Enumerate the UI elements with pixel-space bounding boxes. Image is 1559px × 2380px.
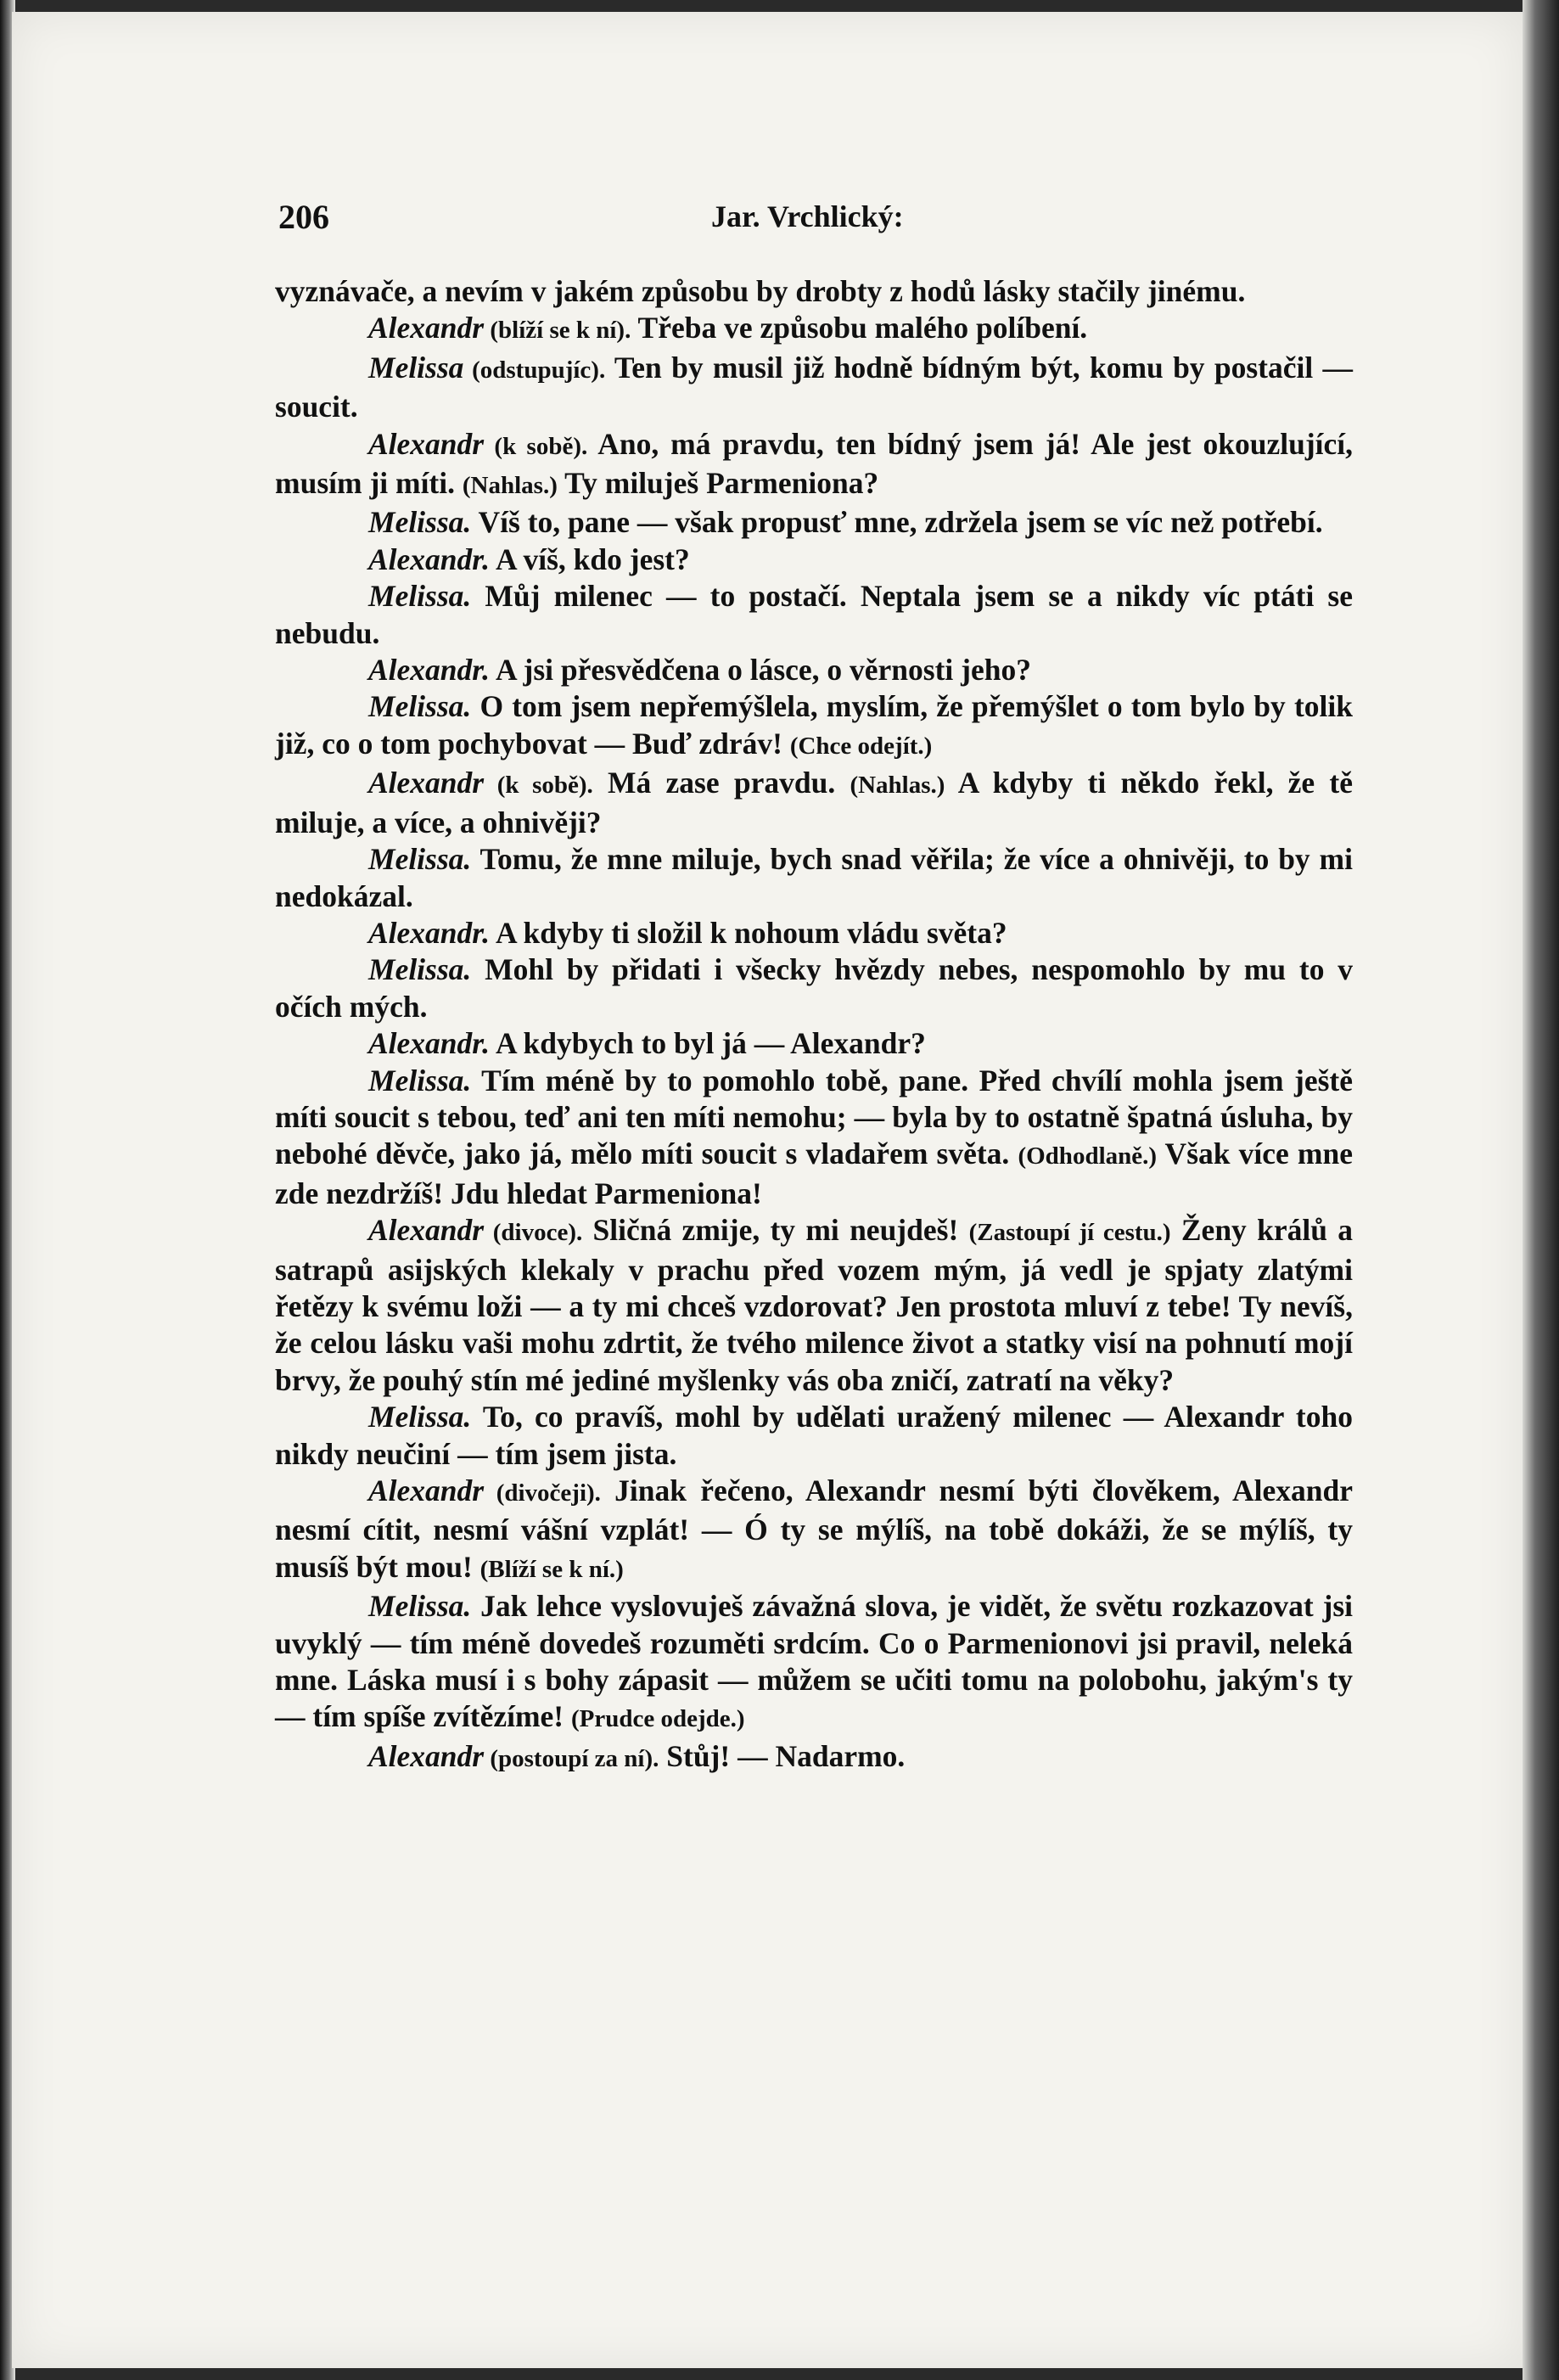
dialogue-paragraph — [275, 1212, 1353, 1399]
dialogue-paragraph — [275, 1473, 1353, 1588]
speaker-name: Alexandr. — [368, 915, 491, 950]
stage-direction: (Blíží se k ní.) — [479, 1555, 624, 1583]
dialogue-paragraph — [275, 578, 1353, 652]
dialogue-paragraph — [275, 1399, 1353, 1473]
speaker-name: Alexandr — [368, 426, 485, 461]
dialogue-paragraph — [275, 504, 1353, 541]
speaker-name: Melissa. — [368, 1400, 472, 1434]
spoken-line: Ty miluješ Parmeniona? — [557, 466, 879, 501]
dialogue-paragraph — [275, 652, 1353, 688]
dialogue-paragraph — [275, 310, 1353, 349]
spoken-line: Tomu, že mne miluje, bych snad věřila; že více a ohnivěji, to by mi nedokázal. — [275, 842, 1353, 913]
speaker-name: Melissa. — [368, 505, 472, 540]
spoken-line: A kdybych to byl já — Alexandr? — [490, 1026, 926, 1061]
stage-direction: (blíží se k ní). — [484, 317, 631, 345]
spoken-line: Ten by musil již hodně bídným být, komu by postačil — soucit. — [275, 350, 1354, 424]
page-edge-shadow-right — [1523, 0, 1559, 2380]
stage-direction: (Odhodlaně.) — [1018, 1142, 1158, 1170]
stage-direction: (k sobě). — [484, 772, 593, 800]
speaker-name: Alexandr. — [368, 542, 491, 576]
spoken-line: Sličná zmije, ty mi neujdeš! — [582, 1213, 969, 1248]
dialogue-paragraph — [275, 542, 1353, 578]
speaker-name: Melissa. — [368, 1589, 472, 1624]
speaker-name: Melissa. — [368, 842, 472, 877]
dialogue-paragraph — [275, 765, 1353, 841]
running-head: Jar. Vrchlický: — [711, 199, 904, 233]
stage-direction: (postoupí za ní). — [484, 1744, 659, 1772]
stage-direction: (Prudce odejde.) — [570, 1705, 745, 1733]
dialogue-paragraph — [275, 1738, 1353, 1777]
speaker-name: Alexandr — [368, 1473, 485, 1507]
speaker-name: Melissa — [368, 350, 464, 385]
spoken-line: Ženy králů a satrapů asijských klekaly v prachu před vozem mým, já vedl je spjaty zlatými řetězy k svému loži — a ty mi chceš vzdorovat? Jen prostota mluví z tebe! Ty nevíš, že celou lásku vaši mohu zdrtit, že tvého milence život a statky visí na pohnutí mojí brvy, že pouhý stín mé jediné myšlenky vás oba zničí, zatratí na věky? — [275, 1213, 1353, 1397]
stage-direction: (Nahlas.) — [462, 472, 558, 500]
speaker-name: Alexandr — [368, 311, 485, 345]
speaker-name: Melissa. — [368, 689, 472, 724]
spoken-line: Však více mne zde nezdržíš! Jdu hledat Parmeniona! — [275, 1137, 1353, 1210]
spoken-line: Jak lehce vyslovuješ závažná slova, je vidět, že světu rozkazovat jsi uvyklý — tím méně dovedeš rozuměti srdcím. Co o Parmenionovi jsi pravil, neleká mne. Láska musí i s bohy zápasit — můžem se učiti tomu na polobohu, jakým's ty — tím spíše zvítězíme! — [275, 1589, 1353, 1734]
stage-direction: (Zastoupí jí cestu.) — [968, 1219, 1171, 1247]
spoken-line: A kdyby ti někdo řekl, že tě miluje, a více, a ohnivěji? — [275, 766, 1353, 839]
spoken-line: A víš, kdo jest? — [490, 542, 690, 576]
dialogue-paragraph — [275, 1063, 1353, 1213]
page-number: 206 — [278, 198, 329, 236]
spoken-line: Jinak řečeno, Alexandr nesmí býti člověkem, Alexandr nesmí cítit, nesmí vášní vzplát! — Ó ty se mýlíš, na tobě dokáži, že se mýlíš, ty musíš být mou! — [275, 1473, 1354, 1584]
spoken-line: Tím méně by to pomohlo tobě, pane. Před chvílí mohla jsem ještě míti soucit s tebou, teď ani ten míti nemohu; — byla by to ostatně špatná úsluha, by nebohé děvče, jako já, mělo míti soucit s vladařem světa. — [275, 1063, 1353, 1171]
stage-direction: (divoce). — [484, 1219, 583, 1247]
spoken-line: Má zase pravdu. — [592, 766, 850, 800]
spoken-line: Mohl by přidati i všecky hvězdy nebes, nespomohlo by mu to v očích mých. — [275, 952, 1353, 1024]
spoken-line: Víš to, pane — však propusť mne, zdržela jsem se víc než potřebí. — [471, 505, 1323, 540]
stage-direction: (Chce odejít.) — [789, 732, 933, 760]
speaker-name: Alexandr. — [368, 1026, 491, 1061]
dialogue-paragraph — [275, 915, 1353, 951]
spoken-line: A jsi přesvědčena o lásce, o věrnosti jeho? — [490, 653, 1031, 688]
dialogue-paragraph — [275, 273, 1353, 310]
dialogue-paragraph — [275, 1588, 1353, 1738]
spoken-line: Stůj! — Nadarmo. — [659, 1738, 906, 1773]
dialogue-paragraph — [275, 841, 1353, 915]
spoken-line: To, co pravíš, mohl by udělati uražený milenec — Alexandr toho nikdy neučiní — tím jsem jista. — [275, 1400, 1353, 1471]
speaker-name: Alexandr — [368, 766, 485, 800]
page-header — [278, 197, 1356, 239]
dialogue-paragraph — [275, 1025, 1353, 1062]
stage-direction: (k sobě). — [484, 432, 588, 460]
spoken-line: A kdyby ti složil k nohoum vládu světa? — [490, 915, 1007, 950]
speaker-name: Melissa. — [368, 1063, 472, 1097]
speaker-name: Melissa. — [368, 952, 472, 987]
stage-direction: (odstupujíc). — [463, 356, 606, 384]
dialogue-text — [275, 273, 1353, 1777]
dialogue-paragraph — [275, 688, 1353, 765]
dialogue-paragraph — [275, 350, 1353, 426]
dialogue-paragraph — [275, 951, 1353, 1025]
speaker-name: Alexandr — [368, 1213, 485, 1248]
speaker-name: Alexandr. — [368, 653, 491, 688]
stage-direction: (Nahlas.) — [850, 772, 945, 800]
speaker-name: Melissa. — [368, 579, 472, 614]
speaker-name: Alexandr — [368, 1738, 485, 1773]
spoken-line: Ano, má pravdu, ten bídný jsem já! Ale jest okouzlující, musím ji míti. — [275, 426, 1353, 501]
spoken-line: vyznávače, a nevím v jakém způsobu by drobty z hodů lásky stačily jinému. — [275, 274, 1246, 308]
spoken-line: O tom jsem nepřemýšlela, myslím, že přemýšlet o tom bylo by tolik již, co o tom pochybovat — Buď zdráv! — [275, 689, 1353, 761]
dialogue-paragraph — [275, 426, 1353, 505]
spoken-line: Třeba ve způsobu malého políbení. — [631, 311, 1088, 345]
spoken-line: Můj milenec — to postačí. Neptala jsem se a nikdy víc ptáti se nebudu. — [275, 579, 1353, 650]
stage-direction: (divočeji). — [484, 1479, 601, 1507]
